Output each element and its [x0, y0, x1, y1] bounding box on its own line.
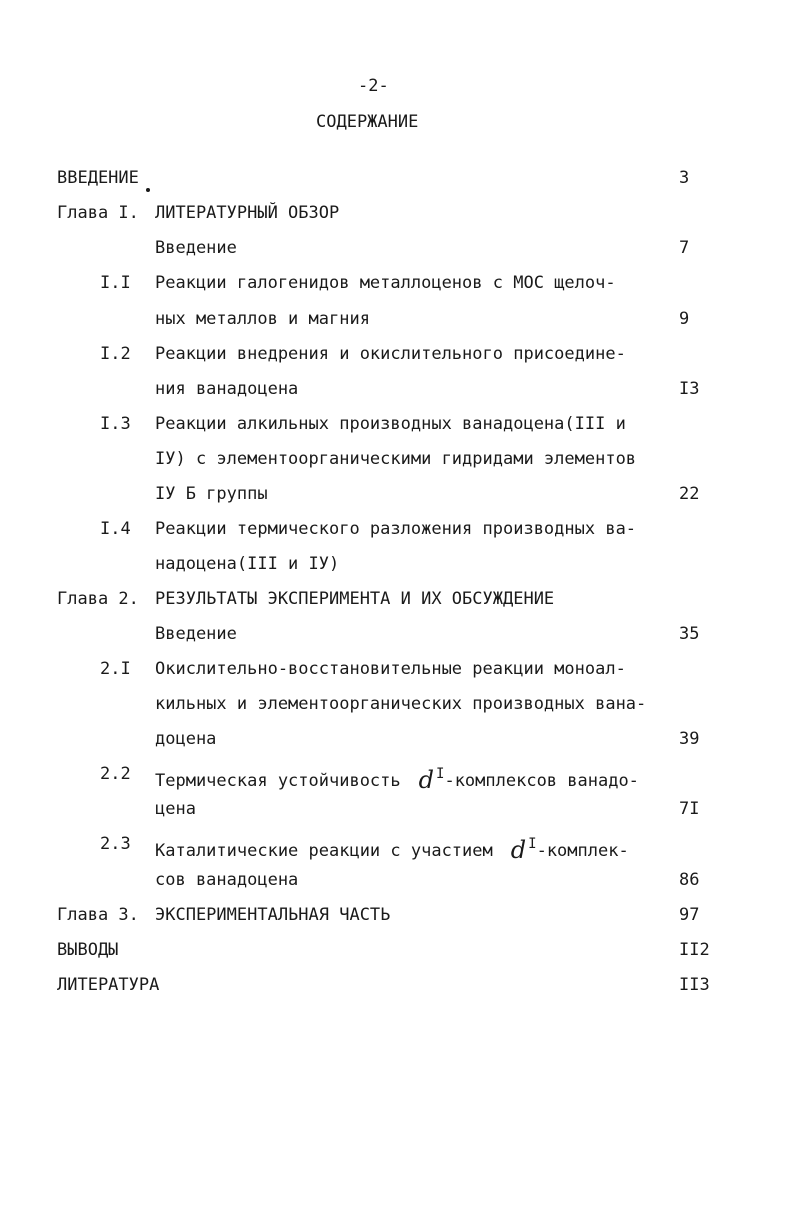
toc-number: 2.3 [100, 834, 131, 854]
toc-number: I.4 [100, 519, 131, 539]
toc-page: I3 [679, 379, 700, 399]
toc-entry-part: Термическая устойчивость [155, 771, 401, 791]
toc-entry: IУ Б группы [155, 484, 268, 504]
toc-entry-part: Каталитические реакции с участием [155, 841, 493, 861]
toc-number: 2.2 [100, 764, 131, 784]
toc-entry: Реакции галогенидов металлоценов с МОС щелоч- [155, 273, 616, 293]
toc-page: II3 [679, 975, 710, 995]
toc-entry: ЛИТЕРАТУРНЫЙ ОБЗОР [155, 203, 340, 223]
toc-entry: IУ) с элементоорганическими гидридами элементов [155, 449, 637, 469]
toc-entry: Реакции термического разложения производных ва- [155, 519, 637, 539]
toc-entry: доцена [155, 729, 217, 749]
d-symbol: d [418, 766, 435, 794]
toc-entry: надоцена(III и IУ) [155, 554, 340, 574]
toc-page: 39 [679, 729, 700, 749]
toc-entry: Введение [155, 624, 237, 644]
toc-entry-part: -комплек- [536, 841, 629, 861]
toc-entry: Окислительно-восстановительные реакции моноал- [155, 659, 626, 679]
toc-entry: ния ванадоцена [155, 379, 299, 399]
toc-number: Глава I. [57, 203, 139, 223]
toc-page: 86 [679, 870, 700, 890]
toc-page: 7 [679, 238, 690, 258]
toc-entry: ВЫВОДЫ [57, 940, 119, 960]
toc-page: 7I [679, 799, 700, 819]
toc-entry: Реакции внедрения и окислительного присоедине- [155, 344, 626, 364]
toc-entry-intro: ВВЕДЕНИЕ [57, 168, 139, 188]
toc-page: 22 [679, 484, 700, 504]
toc-entry [155, 834, 629, 864]
toc-number: 2.I [100, 659, 131, 679]
toc-page: 9 [679, 309, 690, 329]
toc-number: I.2 [100, 344, 131, 364]
toc-entry: кильных и элементоорганических производных вана- [155, 694, 647, 714]
toc-entry: сов ванадоцена [155, 870, 299, 890]
toc-page: 97 [679, 905, 700, 925]
toc-entry: Реакции алкильных производных ванадоцена(III и [155, 414, 626, 434]
superscript: I [528, 836, 537, 852]
toc-entry: ЭКСПЕРИМЕНТАЛЬНАЯ ЧАСТЬ [155, 905, 391, 925]
toc-entry: РЕЗУЛЬТАТЫ ЭКСПЕРИМЕНТА И ИХ ОБСУЖДЕНИЕ [155, 589, 555, 609]
toc-page: 35 [679, 624, 700, 644]
toc-entry: ных металлов и магния [155, 309, 370, 329]
superscript: I [436, 766, 445, 782]
toc-number: I.I [100, 273, 131, 293]
toc-entry: ЛИТЕРАТУРА [57, 975, 160, 995]
toc-entry: цена [155, 799, 196, 819]
toc-entry: Введение [155, 238, 237, 258]
d-symbol: d [510, 836, 527, 864]
toc-entry [155, 764, 639, 794]
toc-entry-part: -комплексов ванадо- [444, 771, 639, 791]
toc-page: 3 [679, 168, 690, 188]
leader-dot [146, 188, 150, 192]
toc-number: I.3 [100, 414, 131, 434]
toc-number: Глава 3. [57, 905, 139, 925]
page-title: СОДЕРЖАНИЕ [316, 112, 419, 132]
toc-page: II2 [679, 940, 710, 960]
toc-number: Глава 2. [57, 589, 139, 609]
page-number: -2- [358, 76, 389, 96]
